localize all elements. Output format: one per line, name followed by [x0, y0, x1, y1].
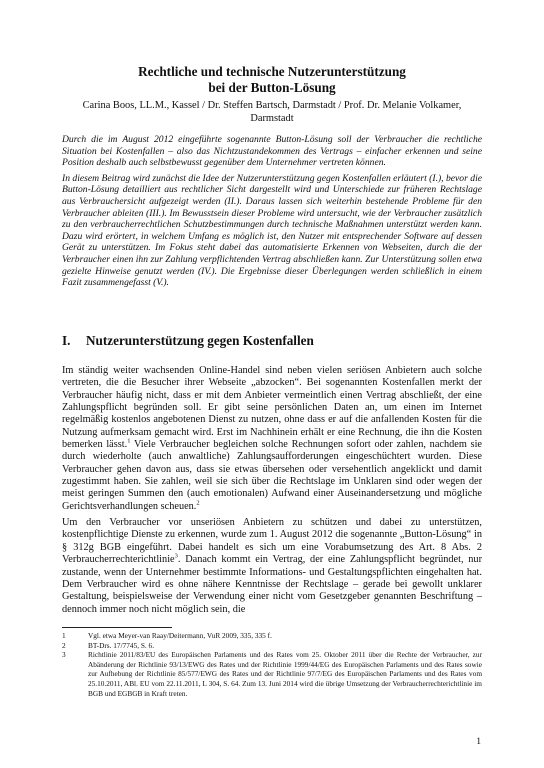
abstract-paragraph-2: In diesem Beitrag wird zunächst die Idee der Nutzerunterstützung gegen Kostenfallen erläutert (I.), bevor die Button-Lösung detailliert aus rechtlicher Sicht dargestellt wird und Unterschiede zur früheren Rechtslage aus Verbrauchersicht aufgezeigt werden (II.). Daraus lassen sich weiterhin bestehende Probleme für den Verbraucher ableiten (III.). Im Bewusstsein dieser Probleme wird untersucht, wie der Verbraucher zusätzlich zu den verbraucherrechtlichen Schutzbestimmungen durch technische Maßnahmen unterstützt werden kann. Dazu wird erörtert, in welchem Umfang es möglich ist, den Nutzer mit entsprechender Software auf dessen Gerät zu unterstützen. Im Fokus steht dabei das automatisierte Erkennen von Webseiten, durch die der Verbraucher einen ihn zur Zahlung verpflichtenden Vertrag abschließen kann. Zur Unterstützung sollen etwa gezielte Hinweise genutzt werden (IV.). Die Ergebnisse dieser Überlegungen werden schließlich in einem Fazit zusammengefasst (V.).	[62, 172, 482, 289]
title-line-1: Rechtliche und technische Nutzerunterstützung	[138, 64, 406, 79]
footnote-text: BT-Drs. 17/7745, S. 6.	[88, 640, 155, 650]
authors-line-2: Darmstadt	[250, 113, 294, 124]
footnote-text: Richtlinie 2011/83/EU des Europäischen Parlaments und des Rates vom 25. Oktober 2011 über die Rechte der Verbraucher, zur Abänderung der Richtlinie 93/13/EWG des Rates und der Richtlinie 1999/44/EG des Europäischen Parlaments und des Rates sowie zur Aufhebung der Richtlinie 85/577/EWG des Rates und der Richtlinie 97/7/EG des Europäischen Parlaments und des Rates vom 25.10.2011, ABl. EU vom 22.11.2011, L 304, S. 64. Zum 13. Juni 2014 wird die übrige Umsetzung der Verbraucherrechterichtlinie im BGB und EGBGB in Kraft treten.	[88, 650, 482, 698]
footnote-divider	[62, 627, 172, 628]
body-text-run: Um den Verbraucher vor unseriösen Anbietern zu schützen und dabei zu unterstützen, kostenpflichtige Dienste zu erkennen, wurde zum 1. August 2012 die sogenannte „Button-Lösung“ in § 312g BGB eingeführt. Dabei handelt es sich um eine Vorabumsetzung des Art. 8 Abs. 2 Verbraucherrechterichtlinie	[62, 517, 482, 566]
body-paragraph-2	[62, 517, 482, 616]
abstract	[62, 134, 482, 293]
author-line	[62, 99, 482, 125]
footnote-number: 1	[62, 631, 66, 640]
footnote-number: 2	[62, 640, 66, 650]
body-text-run: Viele Verbraucher begleichen solche Rechnungen sofort oder zahlen, nachdem sie durch wiederholte (auch anwaltliche) Zahlungsaufforderungen eingeschüchtert wurden. Diese Verbraucher gehen davon aus, dass sie etwas übersehen oder versehentlich angeklickt und damit zugestimmt haben. Sie zahlen, weil sie sich über die Rechtslage im Unklaren sind oder wegen der meist geringen Summen den (auch emotionalen) Aufwand einer Auseinandersetzung und mögliche Gerichtsverhandlungen scheuen.	[62, 439, 482, 512]
section-heading	[62, 333, 314, 349]
footnote-ref-1[interactable]: 1	[127, 437, 131, 445]
title-line-2: bei der Button-Lösung	[208, 80, 336, 95]
footnote-text: Vgl. etwa Meyer-van Raay/Deitermann, VuR 2009, 335, 335 f.	[88, 631, 272, 640]
footnotes	[62, 631, 482, 698]
authors-line-1: Carina Boos, LL.M., Kassel / Dr. Steffen Bartsch, Darmstadt / Prof. Dr. Melanie Volkamer,	[82, 100, 462, 111]
footnote-3	[62, 650, 482, 698]
body-text	[62, 365, 482, 620]
body-paragraph-1	[62, 365, 482, 513]
paper-title	[60, 64, 484, 96]
page-number: 1	[476, 736, 481, 747]
footnote-ref-3[interactable]: 3	[174, 552, 178, 560]
body-text-run: Im ständig weiter wachsenden Online-Handel sind neben vielen seriösen Anbietern auch solche vertreten, die die Besucher ihrer Webseite „abzocken“. Bei sogenannten Kostenfallen merkt der Verbraucher häufig nicht, dass er mit dem Anbieter vermeintlich einen Vertrag abschließt, der eine Zahlungspflicht begründen soll. Er gibt seine persönlichen Daten an, um einen im Internet regelmäßig kostenlos angebotenen Dienst zu nutzen, ohne dass er auf die anfallenden Kosten für die Nutzung aufmerksam gemacht wird. Erst im Nachhinein erhält er eine Rechnung, die ihn die Kosten bemerken lässt.	[62, 365, 482, 451]
footnote-1	[62, 631, 482, 641]
footnote-ref-2[interactable]: 2	[196, 499, 200, 507]
section-title: Nutzerunterstützung gegen Kostenfallen	[86, 333, 314, 348]
footnote-number: 3	[62, 650, 66, 660]
abstract-paragraph-1: Durch die im August 2012 eingeführte sogenannte Button-Lösung soll der Verbraucher die rechtliche Situation bei Kostenfallen – also das Nichtzustandekommen des Vertrags – einfacher erkennen und seine Position deshalb auch selbstbewusst gegenüber dem Unternehmer vertreten können.	[62, 134, 482, 169]
footnote-2	[62, 641, 482, 651]
section-number: I.	[62, 333, 71, 348]
body-text-run: . Danach kommt ein Vertrag, der eine Zahlungspflicht begründet, nur zustande, wenn der Unternehmer bestimmte Informations- und Gestaltungspflichten eingehalten hat. Dem Verbraucher wird es ohne nähere Kenntnisse der Rechtslage – gerade bei gewollt unklarer Gestaltung, beispielsweise der Verwendung einer nicht vom Gesetzgeber genannten Beschriftung – dennoch immer noch nicht möglich sein, die	[62, 554, 482, 615]
